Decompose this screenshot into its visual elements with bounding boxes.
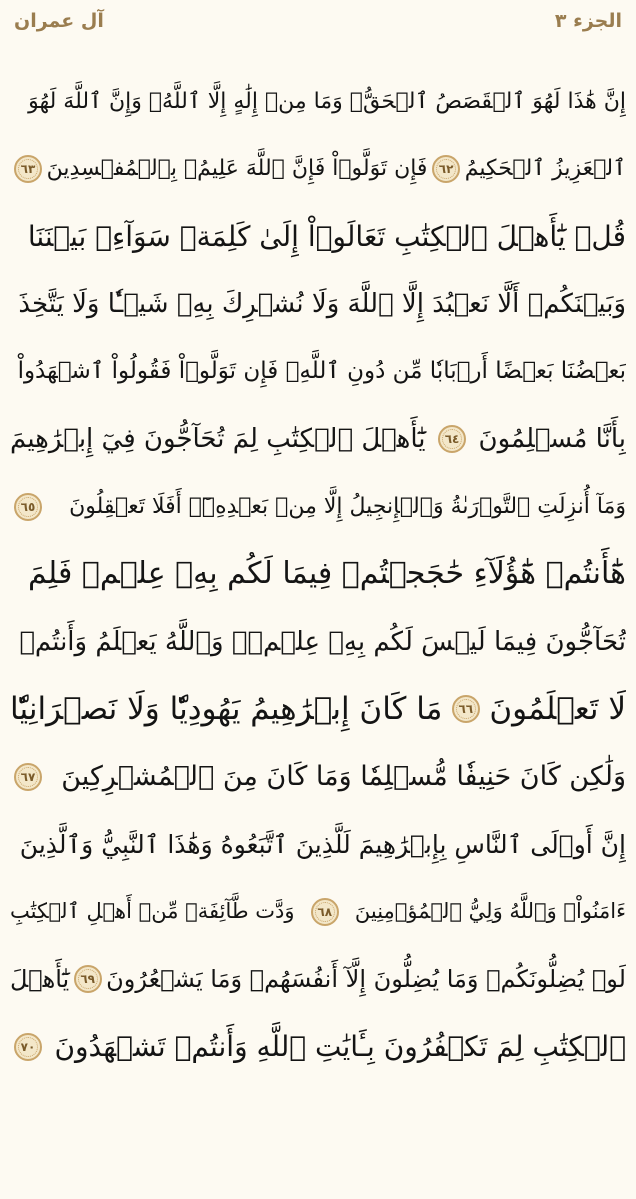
- ayah-number-marker: [432, 155, 460, 183]
- verse-text: بِأَنَّا مُسۡلِمُونَ: [478, 424, 626, 455]
- ayah-number: ٦٢: [438, 162, 454, 177]
- text-line: [10, 811, 626, 879]
- text-line: [10, 203, 626, 271]
- ayah-number: ٦٧: [20, 769, 36, 784]
- verse-text: قُلۡ يَٰٓأَهۡلَ ٱلۡكِتَٰبِ تَعَالَوۡاْ إِلَىٰ كَلِمَةٖ سَوَآءِۭ بَيۡنَنَا: [27, 219, 626, 253]
- verse-text: وَبَيۡنَكُمۡ أَلَّا نَعۡبُدَ إِلَّا ٱللَّهَ وَلَا نُشۡرِكَ بِهِۦ شَيۡـٔٗا وَلَا يَتَّخِذَ: [18, 289, 626, 320]
- text-line: [10, 271, 626, 339]
- text-line: [10, 541, 626, 609]
- text-line: [10, 473, 626, 541]
- verse-text: إِنَّ هَٰذَا لَهُوَ ٱلۡقَصَصُ ٱلۡحَقُّۚ وَمَا مِنۡ إِلَٰهٍ إِلَّا ٱللَّهُۚ وَإِنَّ ٱللَّهَ لَهُوَ: [28, 88, 626, 114]
- ayah-number: ٦٤: [444, 432, 460, 447]
- verse-text: فَإِن تَوَلَّوۡاْ فَإِنَّ ٱللَّهَ عَلِيمُۢ بِٱلۡمُفۡسِدِينَ: [46, 156, 428, 182]
- text-line: [10, 743, 626, 811]
- text-line: [10, 878, 626, 946]
- page-header: [0, 0, 636, 48]
- ayah-number-marker: [14, 763, 42, 791]
- verse-text: وَلَٰكِن كَانَ حَنِيفٗا مُّسۡلِمٗا وَمَا كَانَ مِنَ ٱلۡمُشۡرِكِينَ: [61, 761, 626, 793]
- ayah-number: ٦٣: [20, 162, 36, 177]
- ayah-number-marker: [74, 965, 102, 993]
- ayah-number-marker: [14, 493, 42, 521]
- verse-text: بَعۡضُنَا بَعۡضًا أَرۡبَابٗا مِّن دُونِ ٱللَّهِۚ فَإِن تَوَلَّوۡاْ فَقُولُواْ ٱشۡهَدُواْ: [17, 358, 626, 385]
- ayah-number: ٦٨: [317, 904, 333, 919]
- verse-text: ٱلۡكِتَٰبِ لِمَ تَكۡفُرُونَ بِـَٔايَٰتِ ٱللَّهِ وَأَنتُمۡ تَشۡهَدُونَ: [54, 1029, 626, 1063]
- verse-text: مَا كَانَ إِبۡرَٰهِيمُ يَهُودِيّٗا وَلَا نَصۡرَانِيّٗا: [10, 690, 443, 727]
- ayah-number: ٧٠: [20, 1039, 36, 1054]
- verse-text: لَا تَعۡلَمُونَ: [489, 690, 626, 727]
- ayah-number-marker: [438, 425, 466, 453]
- surah-name: آل عمران: [14, 10, 104, 32]
- text-line: [10, 676, 626, 744]
- verse-text: لَوۡ يُضِلُّونَكُمۡ وَمَا يُضِلُّونَ إِلَّآ أَنفُسَهُمۡ وَمَا يَشۡعُرُونَ: [106, 965, 626, 994]
- ayah-number-marker: [14, 1033, 42, 1061]
- ayah-number: ٦٩: [80, 972, 96, 987]
- juz-label: الجزء ٣: [554, 10, 622, 32]
- ayah-number: ٦٥: [20, 499, 36, 514]
- text-line: [10, 946, 626, 1014]
- text-line: [10, 68, 626, 136]
- ayah-number-marker: [452, 695, 480, 723]
- text-line: [10, 136, 626, 204]
- ayah-number-marker: [311, 898, 339, 926]
- ayah-number-marker: [14, 155, 42, 183]
- verse-text: ٱلۡعَزِيزُ ٱلۡحَكِيمُ: [464, 156, 626, 182]
- ayah-number: ٦٦: [458, 702, 474, 717]
- verse-text: ءَامَنُواْۗ وَٱللَّهُ وَلِيُّ ٱلۡمُؤۡمِنِينَ: [354, 899, 626, 924]
- text-line: [10, 338, 626, 406]
- quran-page-text: [10, 68, 626, 1186]
- verse-text: وَمَآ أُنزِلَتِ ٱلتَّوۡرَىٰةُ وَٱلۡإِنجِيلُ إِلَّا مِنۢ بَعۡدِهِۦٓۚ أَفَلَا تَعۡقِلُونَ: [69, 493, 626, 519]
- verse-text: تُحَآجُّونَ فِيمَا لَيۡسَ لَكُم بِهِۦ عِلۡمٞۚ وَٱللَّهُ يَعۡلَمُ وَأَنتُمۡ: [19, 626, 626, 657]
- verse-text: يَٰٓأَهۡلَ: [10, 965, 70, 994]
- verse-text: إِنَّ أَوۡلَى ٱلنَّاسِ بِإِبۡرَٰهِيمَ لَلَّذِينَ ٱتَّبَعُوهُ وَهَٰذَا ٱلنَّبِيُّ وَٱلَّذِينَ: [19, 829, 626, 859]
- text-line: [10, 406, 626, 474]
- verse-text: يَٰٓأَهۡلَ ٱلۡكِتَٰبِ لِمَ تُحَآجُّونَ فِيٓ إِبۡرَٰهِيمَ: [10, 424, 426, 455]
- text-line: [10, 1013, 626, 1081]
- text-line: [10, 608, 626, 676]
- verse-text: هَٰٓأَنتُمۡ هَٰٓؤُلَآءِ حَٰجَجۡتُمۡ فِيمَا لَكُم بِهِۦ عِلۡمٞ فَلِمَ: [28, 556, 626, 592]
- verse-text: وَدَّت طَّآئِفَةٞ مِّنۡ أَهۡلِ ٱلۡكِتَٰبِ: [10, 899, 295, 924]
